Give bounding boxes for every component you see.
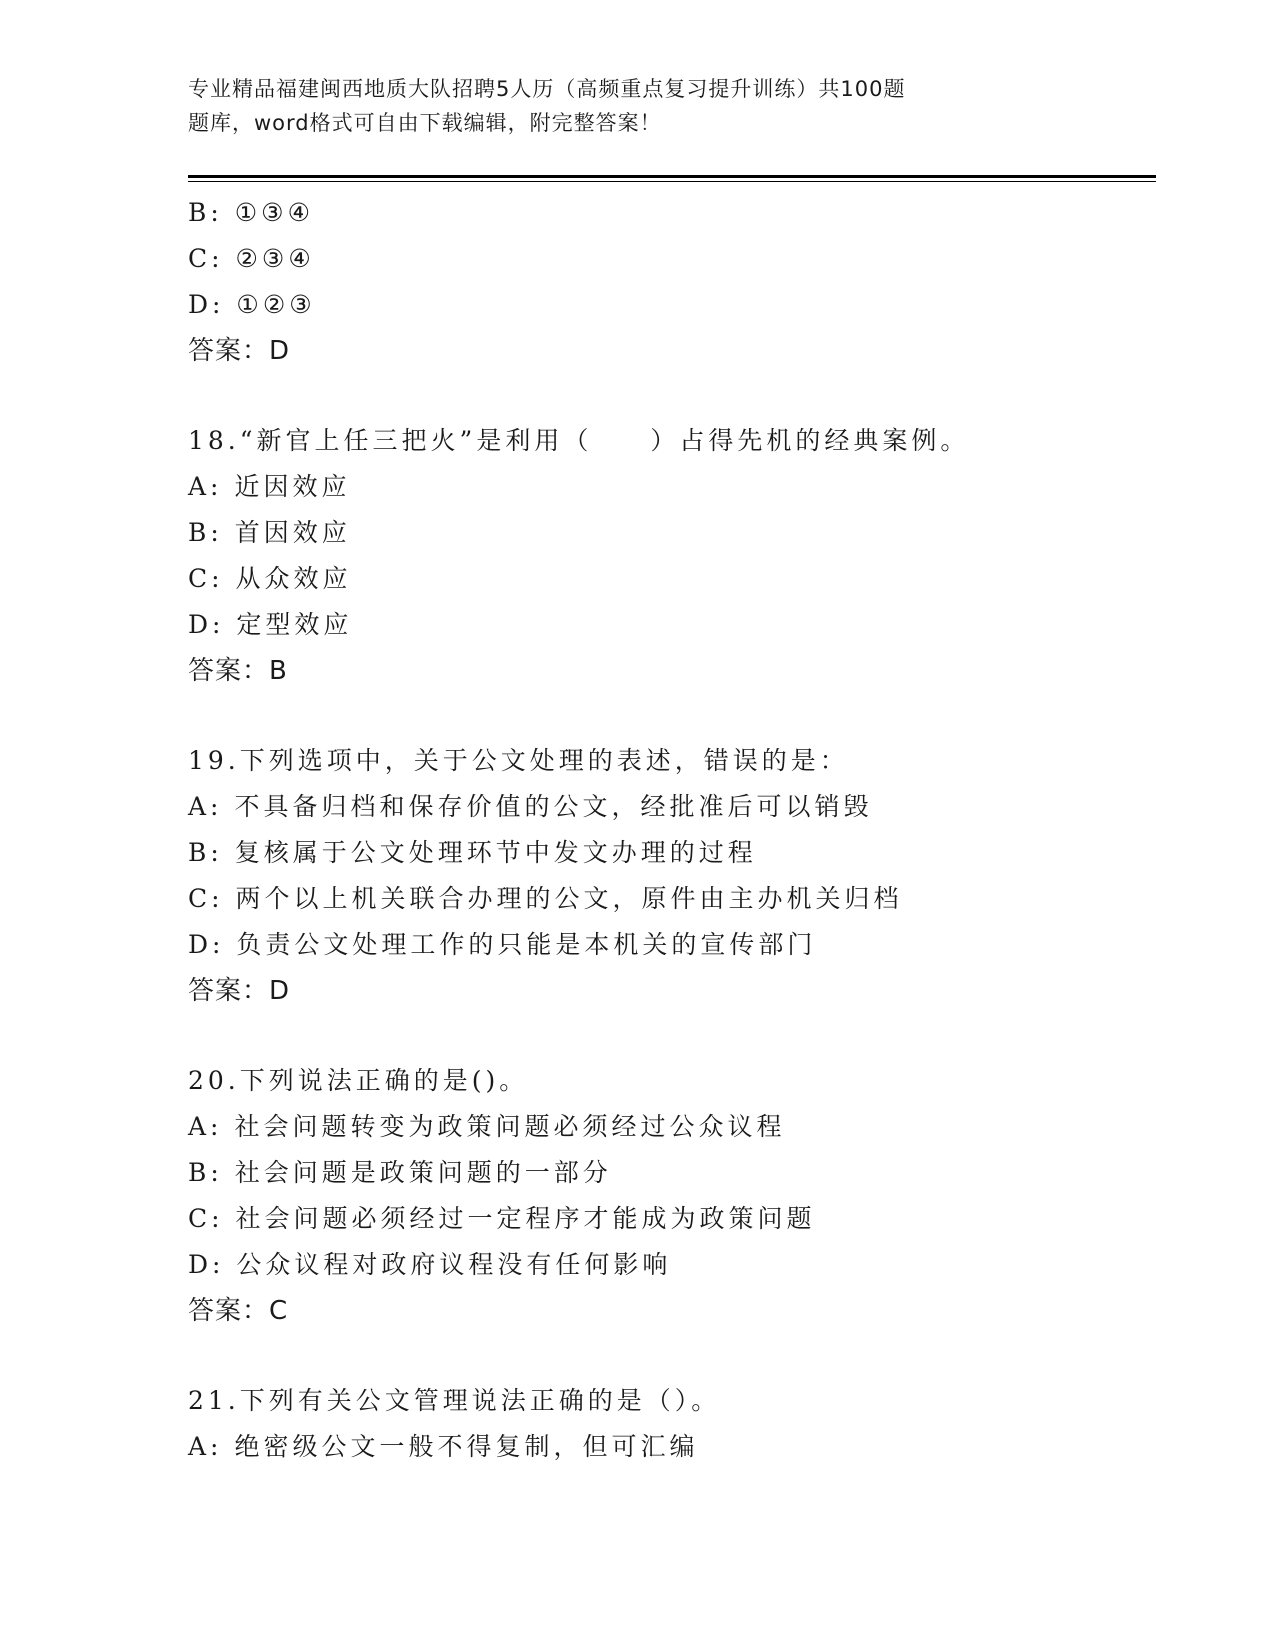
question-18: 18.“新官上任三把火”是利用（ ）占得先机的经典案例。 <box>188 426 970 455</box>
option-b: B: 复核属于公文处理环节中发文办理的过程 <box>188 838 757 867</box>
option-d: D: 负责公文处理工作的只能是本机关的宣传部门 <box>188 930 817 959</box>
option-d: D: 公众议程对政府议程没有任何影响 <box>188 1250 672 1279</box>
option-a: A: 不具备归档和保存价值的公文，经批准后可以销毁 <box>188 792 873 821</box>
option-c: C: 从众效应 <box>188 564 352 593</box>
option-b: B: 首因效应 <box>188 518 351 547</box>
option-a: A: 近因效应 <box>188 472 351 501</box>
option-c: C: ②③④ <box>188 244 315 273</box>
answer: 答案：D <box>188 336 291 366</box>
question-20: 20.下列说法正确的是()。 <box>188 1066 529 1095</box>
answer: 答案：B <box>188 656 288 686</box>
option-a: A: 绝密级公文一般不得复制，但可汇编 <box>188 1432 699 1461</box>
question-19: 19.下列选项中，关于公文处理的表述，错误的是： <box>188 746 849 775</box>
option-d: D: 定型效应 <box>188 610 353 639</box>
option-d: D: ①②③ <box>188 290 316 319</box>
header-rule-thick <box>188 175 1156 178</box>
option-a: A: 社会问题转变为政策问题必须经过公众议程 <box>188 1112 786 1141</box>
header-rule-thin <box>188 181 1156 182</box>
answer: 答案：C <box>188 1296 289 1326</box>
question-content <box>188 190 1156 1470</box>
option-c: C: 两个以上机关联合办理的公文，原件由主办机关归档 <box>188 884 903 913</box>
question-21: 21.下列有关公文管理说法正确的是（）。 <box>188 1386 721 1415</box>
option-b: B: ①③④ <box>188 198 314 227</box>
header-line-1: 专业精品福建闽西地质大队招聘5人历（高频重点复习提升训练）共100题 <box>188 77 906 101</box>
document-header <box>188 72 1038 140</box>
option-c: C: 社会问题必须经过一定程序才能成为政策问题 <box>188 1204 816 1233</box>
answer: 答案：D <box>188 976 291 1006</box>
option-b: B: 社会问题是政策问题的一部分 <box>188 1158 612 1187</box>
header-line-2: 题库，word格式可自由下载编辑，附完整答案！ <box>188 111 662 135</box>
